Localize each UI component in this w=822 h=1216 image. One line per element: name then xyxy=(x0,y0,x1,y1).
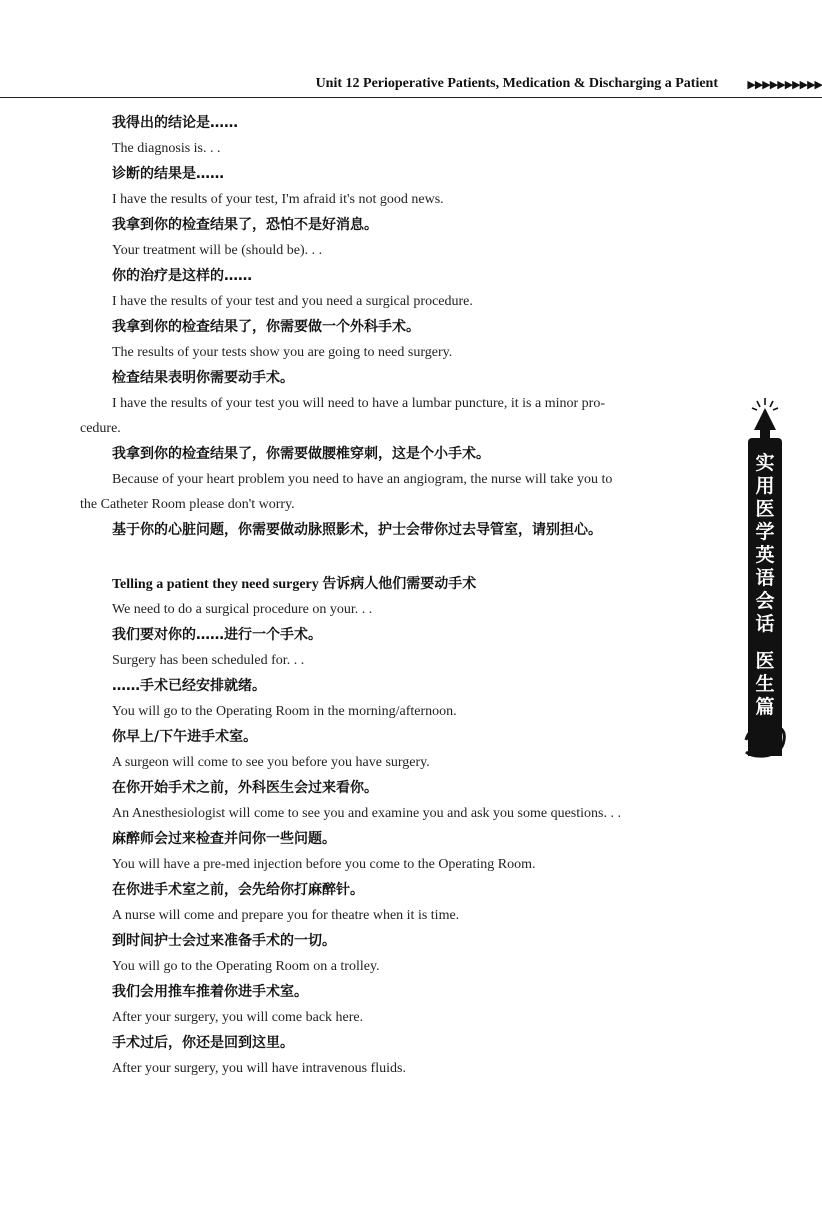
english-phrase-line: You will go to the Operating Room in the morning/afternoon. xyxy=(112,704,457,719)
header-title: Unit 12 Perioperative Patients, Medication & Discharging a Patient xyxy=(315,76,718,91)
page-body xyxy=(80,110,720,1081)
tab-character: 医 xyxy=(755,650,775,672)
chinese-translation-line: 检查结果表明你需要动手术。 xyxy=(112,370,294,386)
header-arrow-ornament: ▶▶▶▶▶▶▶▶▶▶ xyxy=(747,78,822,91)
tab-character: 学 xyxy=(755,521,775,543)
page-number: 163 xyxy=(751,728,777,747)
chinese-translation-line: 麻醉师会过来检查并问你一些问题。 xyxy=(112,831,336,847)
english-phrase-line: the Catheter Room please don't worry. xyxy=(80,497,295,512)
english-phrase-line: A nurse will come and prepare you for theatre when it is time. xyxy=(112,908,460,923)
chinese-translation-line: 我拿到你的检查结果了，恐怕不是好消息。 xyxy=(112,217,378,233)
english-phrase-line: You will go to the Operating Room on a trolley. xyxy=(112,959,380,974)
chinese-translation-line: 手术过后，你还是回到这里。 xyxy=(112,1035,294,1051)
chinese-translation-line: 我拿到你的检查结果了，你需要做一个外科手术。 xyxy=(112,319,420,335)
tab-character: 语 xyxy=(755,567,775,589)
arrow-burst-icon xyxy=(748,396,782,444)
english-phrase-line: A surgeon will come to see you before you have surgery. xyxy=(112,755,430,770)
section-heading-en: Telling a patient they need surgery xyxy=(112,577,319,592)
section-spacer xyxy=(80,543,720,571)
chinese-translation-line: 基于你的心脏问题，你需要做动脉照影术，护士会带你过去导管室，请别担心。 xyxy=(112,522,602,538)
chinese-translation-line: 我得出的结论是…… xyxy=(112,115,238,131)
phrase-list xyxy=(80,110,720,543)
english-phrase-line: We need to do a surgical procedure on your. . . xyxy=(112,602,373,617)
tab-character: 篇 xyxy=(755,696,775,718)
side-thumb-tab xyxy=(744,396,790,766)
chinese-translation-line: 在你开始手术之前，外科医生会过来看你。 xyxy=(112,780,378,796)
tab-character: 实 xyxy=(755,452,775,474)
header-rule xyxy=(0,97,822,98)
english-phrase-line: After your surgery, you will come back here. xyxy=(112,1010,364,1025)
section-heading xyxy=(80,571,720,597)
english-phrase-line: Surgery has been scheduled for. . . xyxy=(112,653,305,668)
page-number-badge xyxy=(744,722,788,758)
english-phrase-line: cedure. xyxy=(80,421,121,436)
chinese-translation-line: 我拿到你的检查结果了，你需要做腰椎穿刺，这是个小手术。 xyxy=(112,446,490,462)
english-phrase-line: I have the results of your test you will need to have a lumbar puncture, it is a minor pro- xyxy=(112,396,605,411)
tab-body xyxy=(748,438,782,756)
english-phrase-line: An Anesthesiologist will come to see you and examine you and ask you some questions. . . xyxy=(112,806,621,821)
volume-label-vertical xyxy=(748,650,782,719)
running-header xyxy=(0,72,822,98)
tab-character: 话 xyxy=(755,613,775,635)
english-phrase-line: You will have a pre-med injection before you come to the Operating Room. xyxy=(112,857,536,872)
english-phrase-line: The results of your tests show you are going to need surgery. xyxy=(112,345,453,360)
section-heading-zh: 告诉病人他们需要动手术 xyxy=(322,576,477,592)
chinese-translation-line: 你的治疗是这样的…… xyxy=(112,268,252,284)
chinese-translation-line: 在你进手术室之前，会先给你打麻醉针。 xyxy=(112,882,364,898)
chinese-translation-line: ……手术已经安排就绪。 xyxy=(112,678,266,694)
tab-character: 医 xyxy=(755,498,775,520)
tab-character: 英 xyxy=(755,544,775,566)
english-phrase-line: Your treatment will be (should be). . . xyxy=(112,243,323,258)
english-phrase-line: Because of your heart problem you need to have an angiogram, the nurse will take you to xyxy=(112,472,613,487)
book-title-vertical xyxy=(748,452,782,636)
english-phrase-line: After your surgery, you will have intravenous fluids. xyxy=(112,1061,406,1076)
english-phrase-line: The diagnosis is. . . xyxy=(112,141,221,156)
english-phrase-line: I have the results of your test and you need a surgical procedure. xyxy=(112,294,473,309)
tab-character: 用 xyxy=(755,475,775,497)
tab-character: 生 xyxy=(755,673,775,695)
tab-character: 会 xyxy=(755,590,775,612)
chinese-translation-line: 到时间护士会过来准备手术的一切。 xyxy=(112,933,336,949)
english-phrase-line: I have the results of your test, I'm afraid it's not good news. xyxy=(112,192,444,207)
section-phrase-list xyxy=(80,597,720,1081)
chinese-translation-line: 诊断的结果是…… xyxy=(112,166,224,182)
chinese-translation-line: 你早上/下午进手术室。 xyxy=(112,729,258,745)
chinese-translation-line: 我们会用推车推着你进手术室。 xyxy=(112,984,308,1000)
chinese-translation-line: 我们要对你的……进行一个手术。 xyxy=(112,627,322,643)
